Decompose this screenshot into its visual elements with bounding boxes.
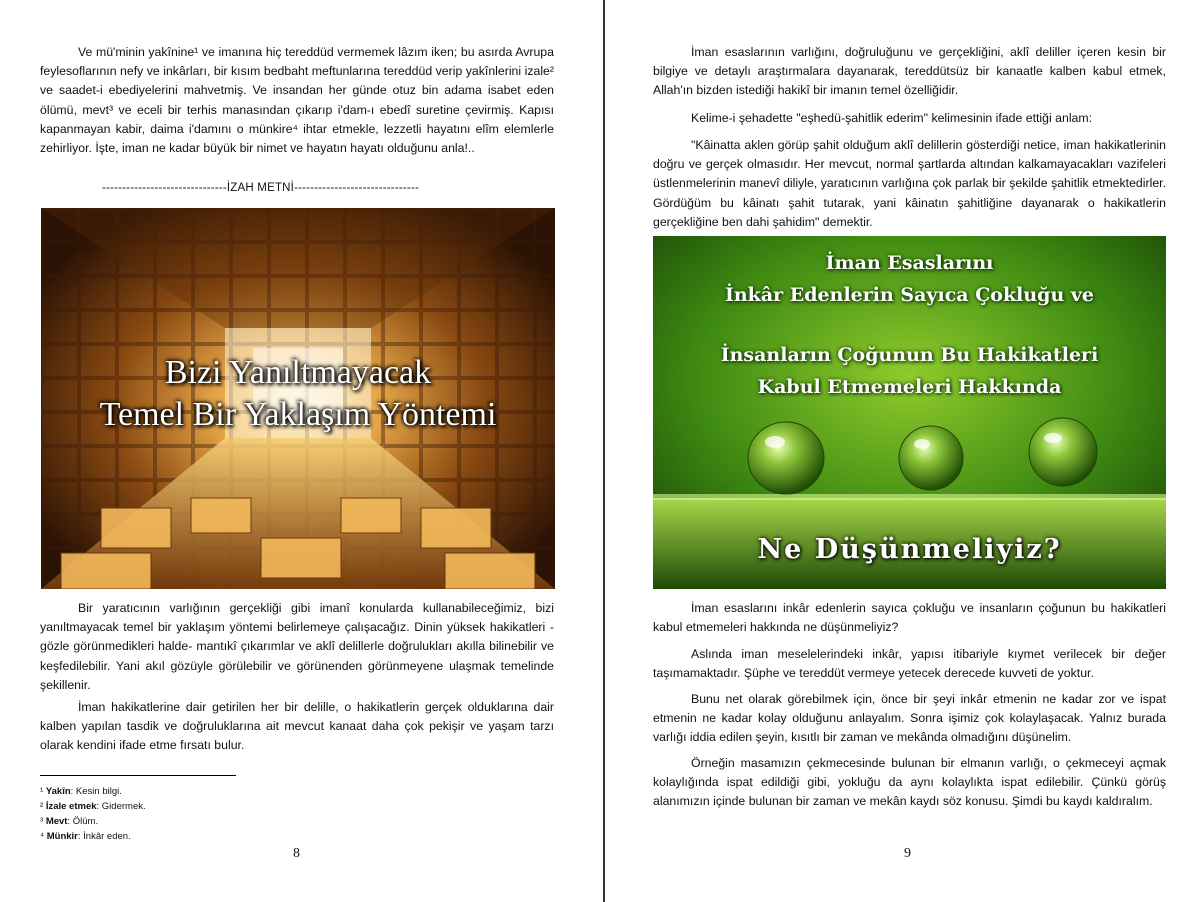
left-banner-title-line1: Bizi Yanıltmayacak (164, 354, 432, 391)
right-paragraph-3: "Kâinatta aklen görüp şahit olduğum aklî delillerin gösterdiği netice, iman hakikatlerinin doğru ve gerçek olmasıdır. Her mevcut, normal şartlarda altından kalkamayacakları vazifeleri üstlenmelerinin manevî diliyle, yaratıcının varlığına çok parlak bir şekilde şahitlik etmektedirler. Gördüğüm bu kâinatı şahit tutarak, yani kâinatın şahitliğine dayanarak o hakikatlerin gerçekliğine ben dahi şahidim" demektir. (653, 138, 1166, 229)
right-banner-title-line1: İman Esaslarını (825, 252, 994, 274)
footnote-1: ¹ Yakîn: Kesin bilgi. (40, 786, 122, 797)
right-banner-image (653, 236, 1166, 589)
footnote-4: ⁴ Münkir: İnkâr eden. (40, 831, 131, 842)
right-paragraph-5: Aslında iman meselelerindeki inkâr, yapısı itibariyle kıymet verilecek bir değer taşımamaktadır. Şüphe ve tereddüt vermeye yetecek derecede kuvveti de yoktur. (653, 647, 1166, 681)
left-paragraph-3: İman hakikatlerine dair getirilen her bir delille, o hakikatlerin gerçek olduklarına dair kalben yapılan tasdik ve doğruluklarına ait mevcut kanaat daha çok pekişir ve yaşam tarzı olarak kendini ifade etme fırsatı bulur. (40, 700, 554, 753)
right-banner-title-line3: İnsanların Çoğunun Bu Hakikatleri (720, 344, 1099, 366)
footnote-3: ³ Mevt: Ölüm. (40, 816, 99, 827)
right-banner-title-line4: Kabul Etmemeleri Hakkında (757, 376, 1062, 398)
right-paragraph-7: Örneğin masamızın çekmecesinde bulunan bir elmanın varlığı, o çekmeceyi açmak kolaylığında ispat edildiği gibi, yokluğu da aynı kolaylıkta ispat edilebilir. Çünkü görüş alanımızın içinde bulunan bir zaman ve mekân kaydı söz konusu. Şimdi bu kaydı kaldıralım. (653, 756, 1166, 809)
right-paragraph-1: İman esaslarının varlığını, doğruluğunu ve gerçekliğini, aklî deliller içeren kesin bir bilgiye ve detaylı araştırmalara dayanarak, tereddütsüz bir kanaatle kalben kabul etmek, Allah'ın bizden istediği hakikî bir imanın temel özelliğidir. (653, 45, 1166, 98)
left-separator: -------------------------------İZAH METNİ------------------------------- (102, 182, 419, 194)
left-paragraph-1: Ve mü'minin yakînine¹ ve imanına hiç tereddüd vermemek lâzım iken; bu asırda Avrupa feylesoflarının nefy ve inkârları, bir kısım bedbaht meftunlarına tereddüd verip yakînlerini izale² ve saadet-i ebediyelerini mahvetmiş. Ve insandan her günde otuz bin adama isabet eden ölümü, mevt³ ve eceli bir terhis manasından çıkarıp i'dam-ı ebedî suretine çevirmiş. Kapısı kapanmayan kabir, daima i'damını o münkire⁴ ihtar etmekle, lezzetli hayatını elîm elemlerle zehirliyor. İşte, iman ne kadar büyük bir nimet ve hayatın hayatı olduğunu anla!.. (40, 45, 554, 156)
left-page-number: 8 (293, 846, 300, 861)
right-page-number: 9 (904, 846, 911, 861)
footnote-rule (40, 775, 236, 776)
right-paragraph-6: Bunu net olarak görebilmek için, önce bir şeyi inkâr etmenin ne kadar zor ve ispat etmenin ne kadar kolay olduğunu anlayalım. Sonra işimiz çok kolaylaşacak. Yalnız burada varlığı iddia edilen şeyin, kısıtlı bir zaman ve mekânda olmadığını düşünelim. (653, 692, 1166, 745)
left-paragraph-2: Bir yaratıcının varlığının gerçekliği gibi imanî konularda kullanabileceğimiz, bizi yanıltmayacak temel bir yaklaşım yöntemi belirlemeye çalışacağız. Dinin yüksek hakikatleri -gözle görünmedikleri halde- mantıkî çıkarımlar ve aklî delillerle doğrulukları akılla bilinebilir ve keşfedilebilir. Yani akıl gözüyle görülebilir ve görünenden görünmeyene ulaşmak temelinde şekillenir. (40, 601, 554, 692)
right-banner-title-line2: İnkâr Edenlerin Sayıca Çokluğu ve (724, 284, 1095, 306)
right-paragraph-2: Kelime-i şehadette "eşhedü-şahitlik ederim" kelimesinin ifade ettiği anlam: (691, 111, 1093, 125)
right-banner-bottom-title: Ne Düşünmeliyiz? (757, 534, 1062, 565)
right-page (606, 0, 1200, 902)
right-paragraph-4: İman esaslarını inkâr edenlerin sayıca çokluğu ve insanların çoğunun bu hakikatleri kabul etmemeleri hakkında ne düşünmeliyiz? (653, 601, 1166, 635)
footnote-2: ² İzale etmek: Gidermek. (40, 801, 146, 812)
left-banner-title-line2: Temel Bir Yaklaşım Yöntemi (99, 396, 497, 433)
left-banner-image (41, 208, 555, 589)
